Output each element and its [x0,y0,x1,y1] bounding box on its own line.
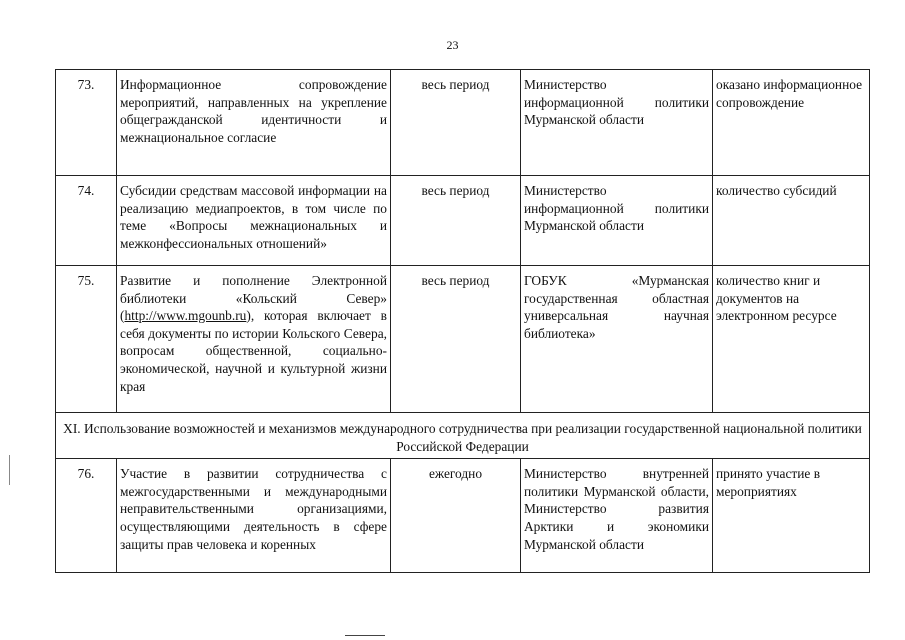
period-cell: весь период [391,70,521,176]
section-header-row [56,413,870,459]
period-cell: весь период [391,266,521,413]
table-row [56,176,870,266]
activity-text: Развитие и пополнение Электронной библиотеки «Кольский Север» ( [120,273,387,324]
library-link[interactable]: http://www.mgounb.ru [124,308,247,324]
table-row [56,459,870,573]
page-number: 23 [446,38,459,52]
row-number: 73. [56,70,117,176]
activity-cell: Субсидии средствам массовой информации на реализацию медиапроектов, в том числе по теме «Вопросы межнациональных и межконфессиональных отношений» [117,176,391,266]
row-number: 76. [56,459,117,573]
responsible-cell: ГОБУК «Мурманская государственная областная универсальная научная библиотека» [521,266,713,413]
plan-table [55,69,870,573]
period-cell: весь период [391,176,521,266]
table-row [56,266,870,413]
responsible-cell: Министерство информационной политики Мурманской области [521,176,713,266]
indicator-cell: количество книг и документов на электронном ресурсе [713,266,870,413]
section-title: XI. Использование возможностей и механизмов международного сотрудничества при реализации государственной национальной политики Российской Федерации [56,413,870,459]
responsible-cell: Министерство внутренней политики Мурманской области, Министерство развития Арктики и экономики Мурманской области [521,459,713,573]
table-row [56,70,870,176]
activity-cell [117,266,391,413]
indicator-cell: оказано информационное сопровождение [713,70,870,176]
responsible-cell: Министерство информационной политики Мурманской области [521,70,713,176]
row-number: 75. [56,266,117,413]
scan-bottom-mark [345,635,385,636]
activity-cell: Участие в развитии сотрудничества с межгосударственными и международными неправительственными организациями, осуществляющими деятельность в сфере защиты прав человека и коренных [117,459,391,573]
indicator-cell: принято участие в мероприятиях [713,459,870,573]
activity-text-continued: ), которая включает в себя документы по истории Кольского Севера, вопросам общественной, социально-экономической, научной и культурной жизни края [120,308,387,394]
scan-margin-mark [9,455,10,485]
period-cell: ежегодно [391,459,521,573]
row-number: 74. [56,176,117,266]
activity-cell: Информационное сопровождение мероприятий, направленных на укрепление общегражданской идентичности и межнациональное согласие [117,70,391,176]
indicator-cell: количество субсидий [713,176,870,266]
